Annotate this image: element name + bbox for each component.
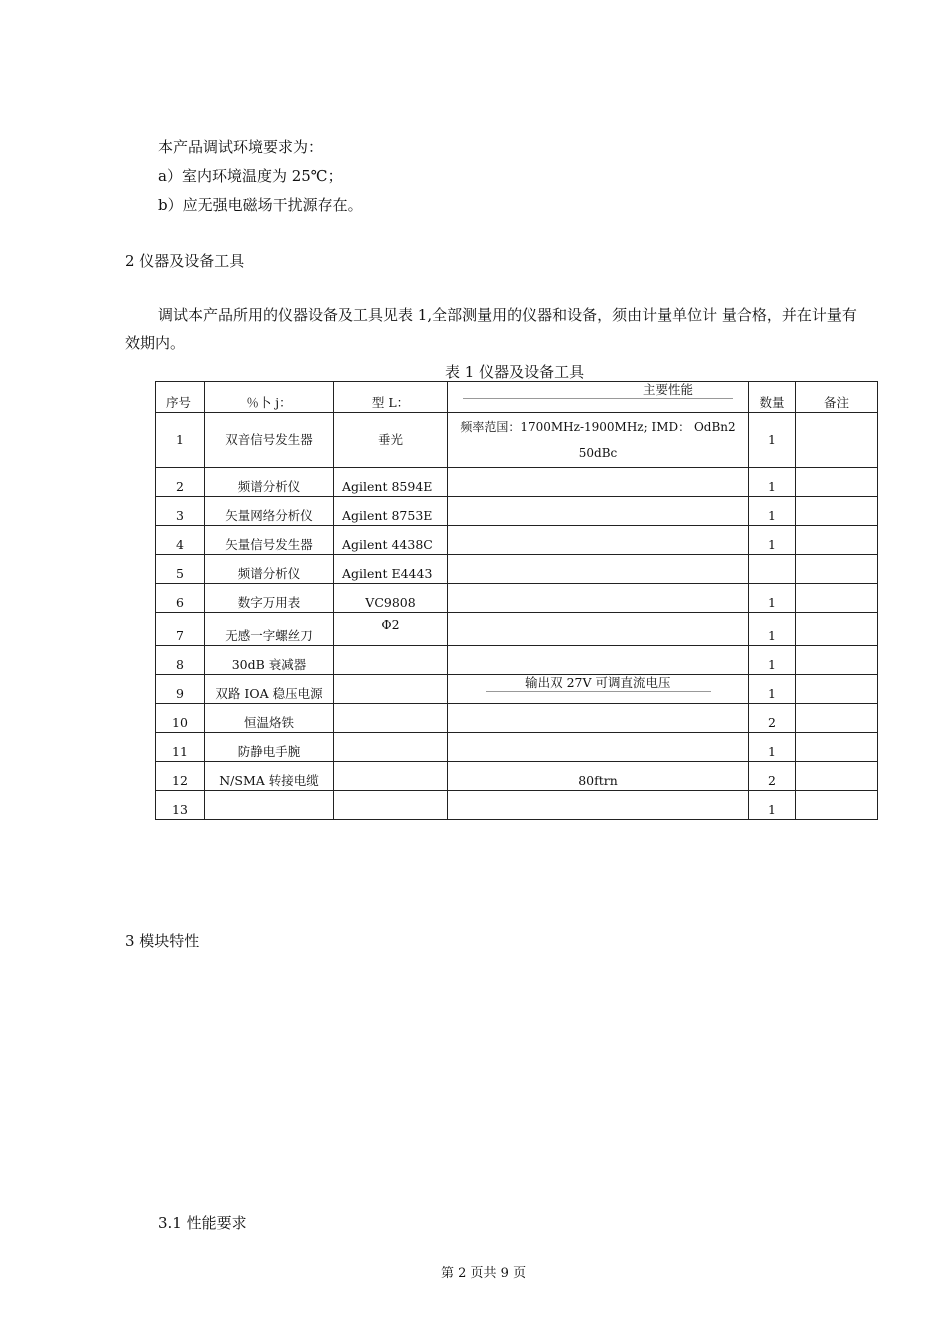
env-intro: 本产品调试环境要求为： [158, 138, 324, 156]
cell-perf-line2: 50dBc [578, 446, 618, 460]
cell-seq: 8 [156, 646, 205, 675]
section2-para-line2: 效期内。 [125, 334, 186, 352]
cell-name: 恒温烙铁 [205, 704, 334, 733]
env-item-a: a）室内环境温度为 25℃； [158, 167, 343, 185]
page-footer: 第 2 页共 9 页 [441, 1266, 527, 1281]
header-note: 备注 [796, 382, 878, 413]
table-row [156, 791, 878, 820]
cell-note [796, 791, 878, 820]
cell-name: 频谱分析仪 [205, 468, 334, 497]
cell-perf [448, 613, 749, 646]
table-row [156, 733, 878, 762]
cell-name: 频谱分析仪 [205, 555, 334, 584]
header-model: 型 L： [334, 382, 448, 413]
cell-model: 垂光 [334, 413, 448, 468]
cell-qty: 1 [749, 646, 796, 675]
section2-heading: 2 仪器及设备工具 [125, 252, 245, 270]
table-row [156, 468, 878, 497]
cell-seq: 12 [156, 762, 205, 791]
cell-model [334, 704, 448, 733]
cell-perf [448, 497, 749, 526]
table-row [156, 584, 878, 613]
cell-qty: 1 [749, 733, 796, 762]
cell-note [796, 733, 878, 762]
cell-model: Agilent 8594E [334, 468, 448, 497]
cell-seq: 1 [156, 413, 205, 468]
header-qty: 数量 [749, 382, 796, 413]
cell-model: Agilent 8753E [334, 497, 448, 526]
equipment-table [155, 381, 878, 820]
cell-model [334, 762, 448, 791]
cell-perf [448, 468, 749, 497]
cell-seq: 11 [156, 733, 205, 762]
cell-name: 双路 IOA 稳压电源 [205, 675, 334, 704]
table-row [156, 704, 878, 733]
cell-model: Φ2 [334, 613, 448, 646]
cell-name: 30dB 衰减器 [205, 646, 334, 675]
cell-note [796, 526, 878, 555]
cell-seq: 3 [156, 497, 205, 526]
table-row [156, 675, 878, 704]
cell-note [796, 468, 878, 497]
cell-name: 数字万用表 [205, 584, 334, 613]
header-seq: 序号 [156, 382, 205, 413]
cell-perf [448, 791, 749, 820]
cell-qty: 1 [749, 613, 796, 646]
cell-model [334, 733, 448, 762]
cell-note [796, 646, 878, 675]
cell-seq: 13 [156, 791, 205, 820]
table-row [156, 413, 878, 468]
table-row [156, 646, 878, 675]
table-row [156, 762, 878, 791]
cell-seq: 5 [156, 555, 205, 584]
cell-qty [749, 555, 796, 584]
cell-perf-line1: 频率范国：1700MHz-1900MHz; IMD： OdBn2 [460, 420, 736, 434]
table-row [156, 526, 878, 555]
cell-seq: 9 [156, 675, 205, 704]
cell-note [796, 497, 878, 526]
cell-model [334, 646, 448, 675]
cell-seq: 6 [156, 584, 205, 613]
table-row [156, 555, 878, 584]
cell-note [796, 584, 878, 613]
section3-heading: 3 模块特性 [125, 932, 200, 950]
header-perf: 主要性能 [463, 382, 733, 399]
cell-seq: 7 [156, 613, 205, 646]
cell-qty: 1 [749, 468, 796, 497]
cell-model [334, 675, 448, 704]
cell-model [334, 791, 448, 820]
cell-note [796, 413, 878, 468]
cell-note [796, 555, 878, 584]
cell-perf [448, 526, 749, 555]
cell-qty: 2 [749, 704, 796, 733]
cell-name: 矢量信号发生器 [205, 526, 334, 555]
cell-note [796, 613, 878, 646]
cell-qty: 1 [749, 675, 796, 704]
cell-seq: 4 [156, 526, 205, 555]
table-caption: 表 1 仪器及设备工具 [445, 363, 585, 381]
cell-note [796, 762, 878, 791]
cell-name: 矢量网络分析仪 [205, 497, 334, 526]
cell-qty: 1 [749, 497, 796, 526]
cell-qty: 1 [749, 584, 796, 613]
section2-para-line1: 调试本产品所用的仪器设备及工具见表 1,全部测量用的仪器和设备，须由计量单位计 量合格，并在计量有 [158, 306, 857, 324]
cell-qty: 1 [749, 526, 796, 555]
header-perf-cell [448, 382, 749, 413]
cell-name: N/SMA 转接电缆 [205, 762, 334, 791]
cell-model: VC9808 [334, 584, 448, 613]
cell-note [796, 704, 878, 733]
cell-seq: 10 [156, 704, 205, 733]
cell-name [205, 791, 334, 820]
cell-perf: 80ftrn [448, 762, 749, 791]
cell-seq: 2 [156, 468, 205, 497]
cell-perf: 输出双 27V 可调直流电压 [486, 675, 711, 692]
cell-qty: 2 [749, 762, 796, 791]
table-row [156, 613, 878, 646]
header-name: ％卜 j： [205, 382, 334, 413]
cell-model: Agilent 4438C [334, 526, 448, 555]
env-item-b: b）应无强电磁场干扰源存在。 [158, 196, 363, 214]
cell-model: Agilent E4443 [334, 555, 448, 584]
cell-name: 双音信号发生器 [205, 413, 334, 468]
cell-perf [448, 646, 749, 675]
cell-perf [448, 584, 749, 613]
cell-perf [448, 555, 749, 584]
cell-qty: 1 [749, 413, 796, 468]
cell-perf [448, 704, 749, 733]
cell-note [796, 675, 878, 704]
section3-1-heading: 3.1 性能要求 [158, 1214, 247, 1232]
cell-name: 无感一字螺丝刀 [205, 613, 334, 646]
cell-perf [448, 733, 749, 762]
table-header-row [156, 382, 878, 413]
cell-perf [448, 413, 749, 468]
cell-name: 防静电手腕 [205, 733, 334, 762]
table-row [156, 497, 878, 526]
cell-qty: 1 [749, 791, 796, 820]
cell-perf-cell [448, 675, 749, 704]
